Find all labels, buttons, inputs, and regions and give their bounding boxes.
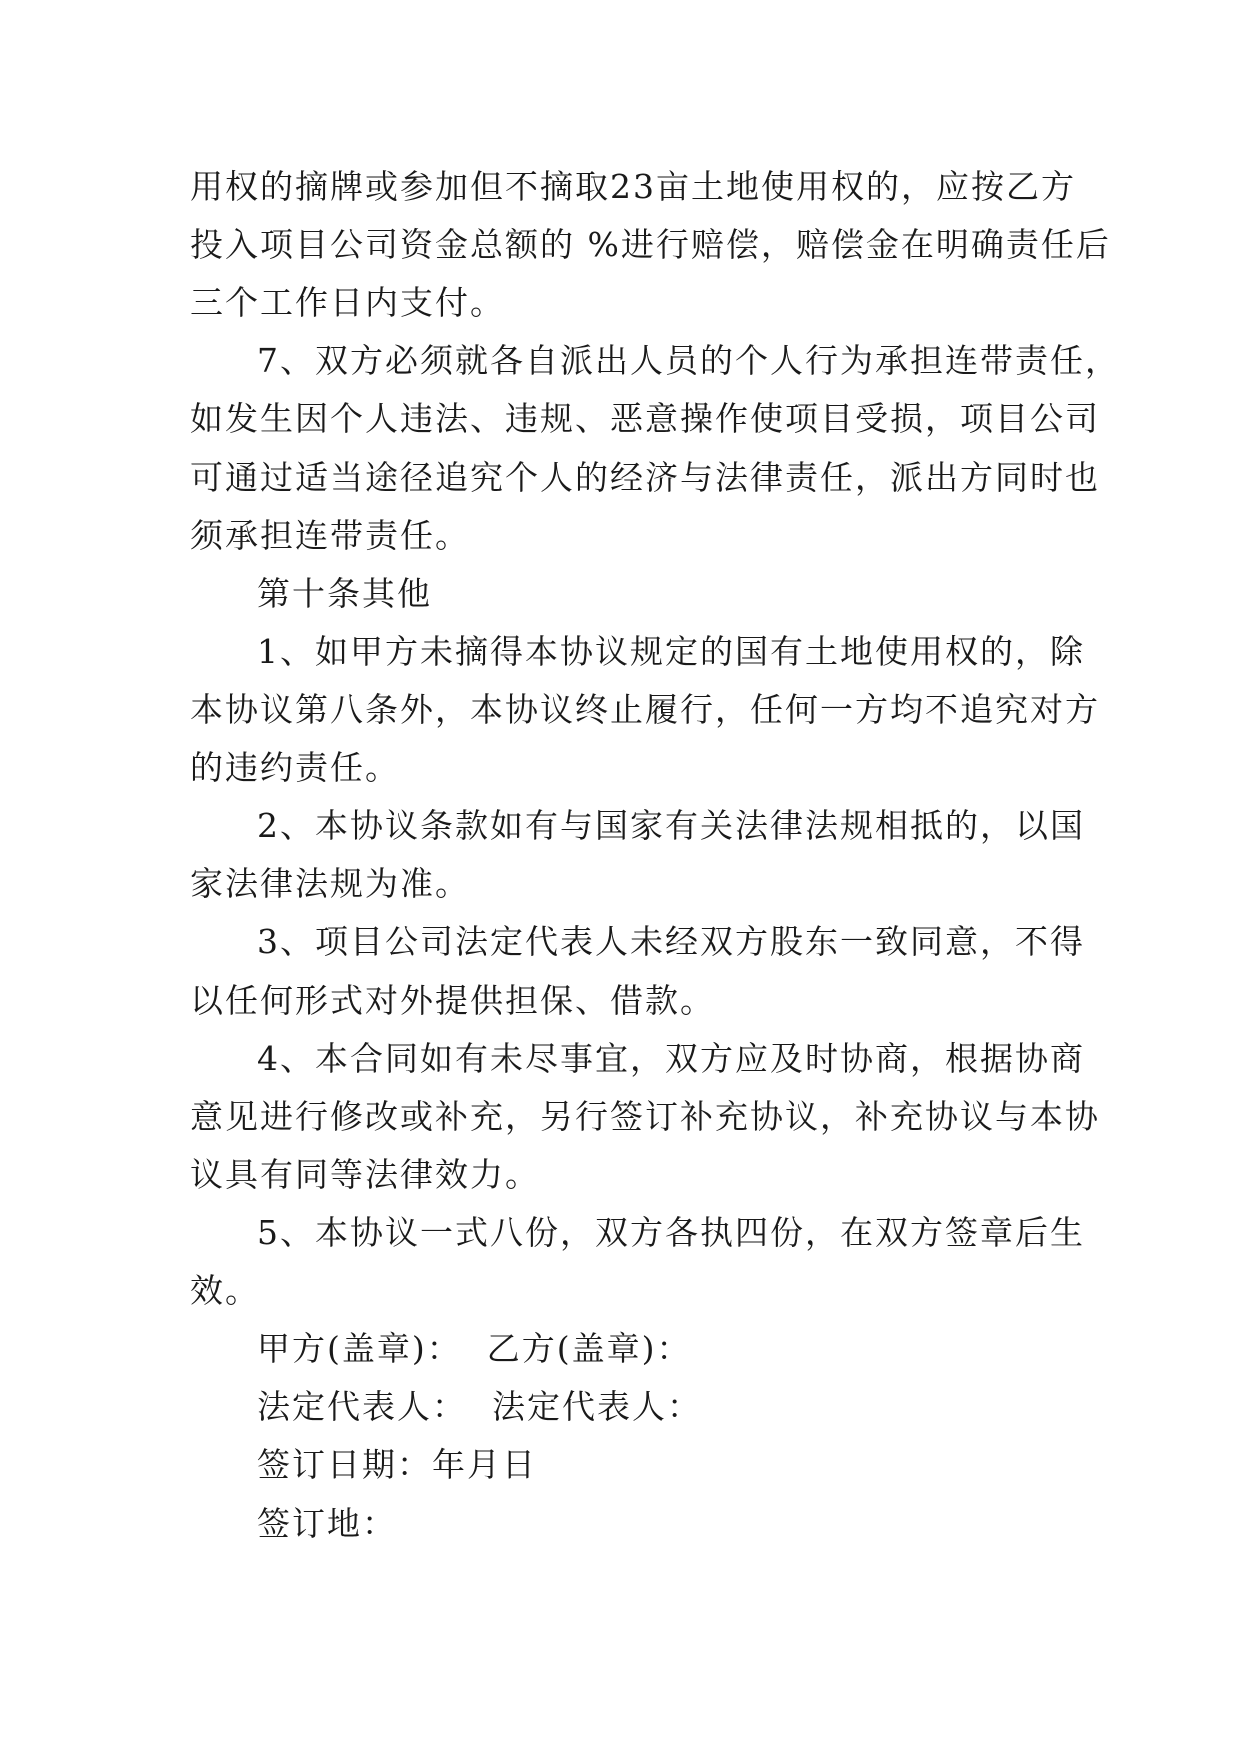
body-text-line: 议具有同等法律效力。 <box>190 1155 540 1194</box>
body-text-line: 三个工作日内支付。 <box>190 283 505 322</box>
body-text-line: 本协议第八条外，本协议终止履行，任何一方均不追究对方 <box>190 690 1100 729</box>
clause-4-line: 4、本合同如有未尽事宜，双方应及时协商，根据协商 <box>257 1039 1085 1078</box>
clause-5-line: 5、本协议一式八份，双方各执四份，在双方签章后生 <box>257 1213 1085 1252</box>
body-text-line: 用权的摘牌或参加但不摘取23亩土地使用权的，应按乙方 <box>190 167 1076 206</box>
body-text-line: 效。 <box>190 1271 260 1310</box>
body-text-line: 如发生因个人违法、违规、恶意操作使项目受损，项目公司 <box>190 399 1100 438</box>
body-text-line: 以任何形式对外提供担保、借款。 <box>190 981 715 1020</box>
body-text-line: 投入项目公司资金总额的 %进行赔偿，赔偿金在明确责任后 <box>190 225 1111 264</box>
body-text-line: 须承担连带责任。 <box>190 516 470 555</box>
signing-date-line: 签订日期：年月日 <box>257 1445 537 1484</box>
clause-2-line: 2、本协议条款如有与国家有关法律法规相抵的，以国 <box>257 806 1085 845</box>
clause-3-line: 3、项目公司法定代表人未经双方股东一致同意，不得 <box>257 922 1085 961</box>
body-text-line: 家法律法规为准。 <box>190 864 470 903</box>
signature-representative-line: 法定代表人： 法定代表人： <box>257 1387 702 1426</box>
clause-1-line: 1、如甲方未摘得本协议规定的国有土地使用权的，除 <box>257 632 1085 671</box>
clause-7-line: 7、双方必须就各自派出人员的个人行为承担连带责任， <box>257 341 1120 380</box>
article-10-heading: 第十条其他 <box>257 574 432 613</box>
signature-party-line: 甲方(盖章)： 乙方(盖章)： <box>257 1329 692 1368</box>
signing-place-line: 签订地： <box>257 1504 397 1543</box>
body-text-line: 的违约责任。 <box>190 748 400 787</box>
body-text-line: 可通过适当途径追究个人的经济与法律责任，派出方同时也 <box>190 458 1100 497</box>
body-text-line: 意见进行修改或补充，另行签订补充协议，补充协议与本协 <box>190 1097 1100 1136</box>
